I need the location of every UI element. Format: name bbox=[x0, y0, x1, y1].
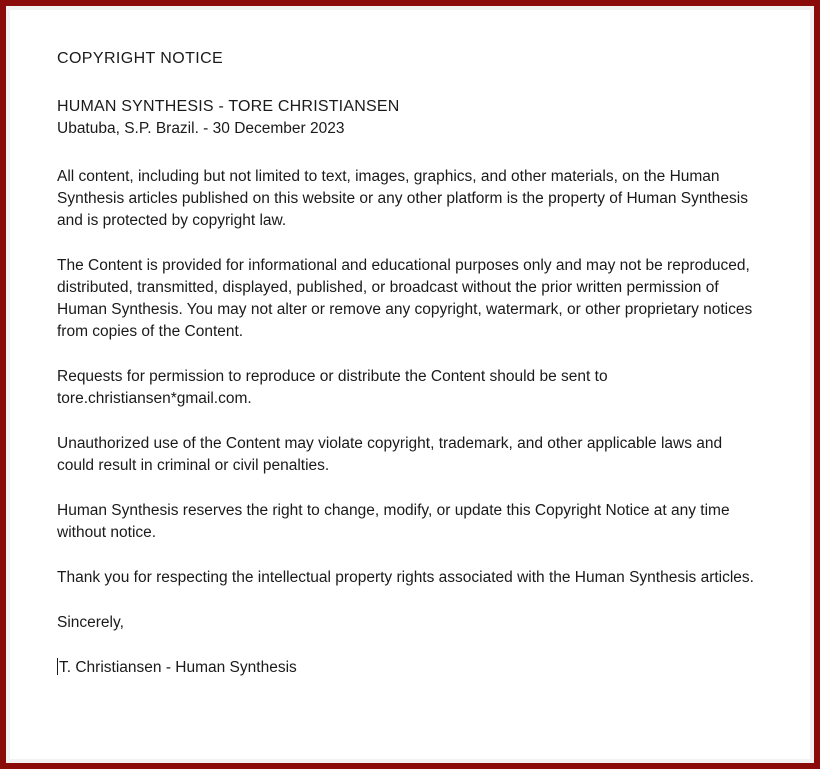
paragraph-permission-requests: Requests for permission to reproduce or distribute the Content should be sent to tore.christiansen*gmail.com. bbox=[57, 368, 608, 407]
text-cursor-caret bbox=[57, 658, 58, 675]
closing-salutation: Sincerely, bbox=[57, 614, 124, 631]
document-page bbox=[6, 6, 814, 763]
paragraph-notice-changes: Human Synthesis reserves the right to change, modify, or update this Copyright Notice at any time without notice. bbox=[57, 502, 730, 541]
signature-text: T. Christiansen - Human Synthesis bbox=[59, 659, 297, 676]
author-heading-block bbox=[57, 96, 760, 140]
paragraph-unauthorized-use: Unauthorized use of the Content may violate copyright, trademark, and other applicable laws and could result in criminal or civil penalties. bbox=[57, 435, 723, 474]
page-title: COPYRIGHT NOTICE bbox=[57, 50, 224, 67]
paragraph-content-use-restrictions: The Content is provided for informational and educational purposes only and may not be reproduced, distributed, transmitted, displayed, published, or broadcast without the prior written permission of Human Synthesis. You may not alter or remove any copyright, watermark, or other proprietary notices from copies of the Content. bbox=[57, 257, 753, 340]
organization-heading: HUMAN SYNTHESIS - TORE CHRISTIANSEN bbox=[57, 98, 400, 115]
location-date-line: Ubatuba, S.P. Brazil. - 30 December 2023 bbox=[57, 120, 345, 137]
document-body bbox=[57, 48, 760, 679]
paragraph-content-ownership: All content, including but not limited to text, images, graphics, and other materials, on the Human Synthesis articles published on this website or any other platform is the property of Human Synthesis and is protected by copyright law. bbox=[57, 168, 748, 229]
signature-row bbox=[57, 657, 760, 679]
paragraph-thank-you: Thank you for respecting the intellectual property rights associated with the Human Synthesis articles. bbox=[57, 569, 754, 586]
